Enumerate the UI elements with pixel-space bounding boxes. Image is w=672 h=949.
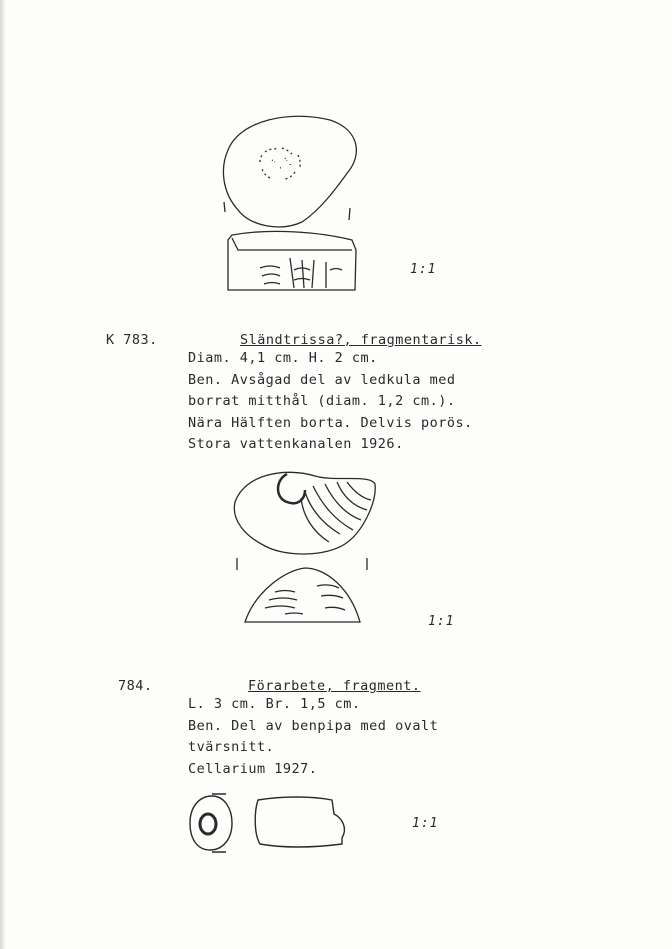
- entry-title-783: Sländtrissa?, fragmentarisk.: [240, 332, 482, 348]
- scale-note-783: 1:1: [428, 614, 455, 629]
- entry-line: L. 3 cm. Br. 1,5 cm.: [188, 696, 361, 712]
- entry-line: Ben. Avsågad del av ledkula med: [188, 371, 456, 388]
- entry-line: Ben. Del av benpipa med ovalt: [188, 717, 439, 734]
- scale-note-top: 1:1: [410, 262, 437, 277]
- entry-line: Cellarium 1927.: [188, 760, 318, 777]
- entry-line: Diam. 4,1 cm. H. 2 cm.: [188, 350, 378, 366]
- drawing-bone-blank: [182, 788, 372, 858]
- scale-note-784: 1:1: [412, 816, 439, 831]
- entry-line: borrat mitthål (diam. 1,2 cm.).: [188, 393, 456, 409]
- drawing-spindle-whorl: [225, 462, 385, 642]
- catalog-number-784: 784.: [118, 678, 153, 694]
- catalog-number-783: K 783.: [106, 332, 158, 348]
- entry-description-784: [188, 694, 438, 780]
- entry-description-783: [188, 348, 473, 456]
- entry-title-784: Förarbete, fragment.: [248, 678, 421, 694]
- entry-line: Nära Hälften borta. Delvis porös.: [188, 414, 473, 431]
- drawing-previous-object: [210, 110, 370, 300]
- page-edge: [0, 0, 6, 949]
- entry-line: Stora vattenkanalen 1926.: [188, 436, 404, 452]
- entry-line: tvärsnitt.: [188, 739, 275, 755]
